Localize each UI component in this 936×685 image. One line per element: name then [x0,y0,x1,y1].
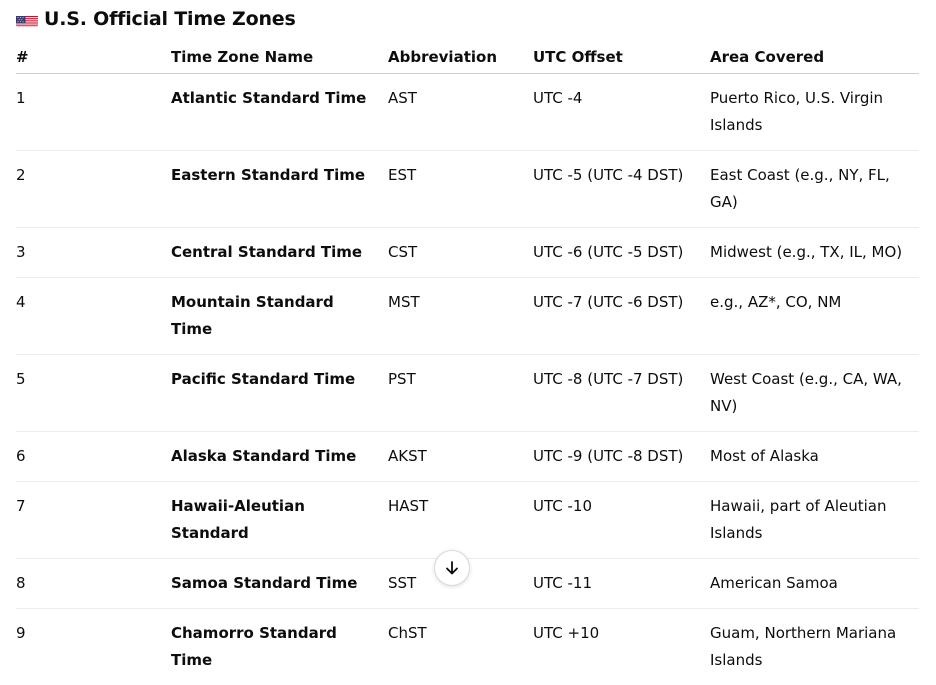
scroll-to-bottom-button[interactable] [434,550,470,586]
abbreviation: EST [388,151,533,228]
table-row [16,609,919,685]
utc-offset: UTC +10 [533,609,710,685]
time-zone-name: Chamorro Standard Time [171,609,388,685]
abbreviation: CST [388,228,533,278]
time-zone-name: Mountain Standard Time [171,278,388,355]
utc-offset: UTC -11 [533,559,710,609]
row-number: 3 [16,228,171,278]
row-number: 7 [16,482,171,559]
row-number: 9 [16,609,171,685]
utc-offset: UTC -9 (UTC -8 DST) [533,432,710,482]
row-number: 6 [16,432,171,482]
abbreviation: ChST [388,609,533,685]
time-zones-table [16,40,919,685]
time-zone-name: Atlantic Standard Time [171,74,388,151]
table-row [16,355,919,432]
abbreviation: PST [388,355,533,432]
area-covered: Guam, Northern Mariana Islands [710,609,919,685]
table-row [16,151,919,228]
abbreviation: MST [388,278,533,355]
table-header-row [16,40,919,74]
row-number: 5 [16,355,171,432]
area-covered: East Coast (e.g., NY, FL, GA) [710,151,919,228]
utc-offset: UTC -6 (UTC -5 DST) [533,228,710,278]
time-zone-name: Hawaii-Aleutian Standard [171,482,388,559]
utc-offset: UTC -4 [533,74,710,151]
table-row [16,228,919,278]
time-zone-name: Central Standard Time [171,228,388,278]
column-header-abbreviation: Abbreviation [388,40,533,74]
area-covered: Midwest (e.g., TX, IL, MO) [710,228,919,278]
utc-offset: UTC -7 (UTC -6 DST) [533,278,710,355]
table-row [16,432,919,482]
time-zone-name: Alaska Standard Time [171,432,388,482]
table-row [16,482,919,559]
utc-offset: UTC -5 (UTC -4 DST) [533,151,710,228]
column-header-number: # [16,40,171,74]
page-title-text: U.S. Official Time Zones [44,8,296,30]
table-row [16,278,919,355]
utc-offset: UTC -10 [533,482,710,559]
column-header-utc-offset: UTC Offset [533,40,710,74]
area-covered: e.g., AZ*, CO, NM [710,278,919,355]
us-flag-icon [16,13,38,27]
area-covered: American Samoa [710,559,919,609]
area-covered: Puerto Rico, U.S. Virgin Islands [710,74,919,151]
column-header-area: Area Covered [710,40,919,74]
row-number: 8 [16,559,171,609]
area-covered: Most of Alaska [710,432,919,482]
abbreviation: HAST [388,482,533,559]
time-zone-name: Pacific Standard Time [171,355,388,432]
area-covered: Hawaii, part of Aleutian Islands [710,482,919,559]
time-zone-name: Eastern Standard Time [171,151,388,228]
area-covered: West Coast (e.g., CA, WA, NV) [710,355,919,432]
abbreviation: AST [388,74,533,151]
abbreviation: SST [388,559,533,609]
page-title [16,6,296,32]
abbreviation: AKST [388,432,533,482]
arrow-down-icon [443,559,461,577]
table-row [16,74,919,151]
time-zone-name: Samoa Standard Time [171,559,388,609]
row-number: 1 [16,74,171,151]
row-number: 4 [16,278,171,355]
column-header-name: Time Zone Name [171,40,388,74]
utc-offset: UTC -8 (UTC -7 DST) [533,355,710,432]
row-number: 2 [16,151,171,228]
